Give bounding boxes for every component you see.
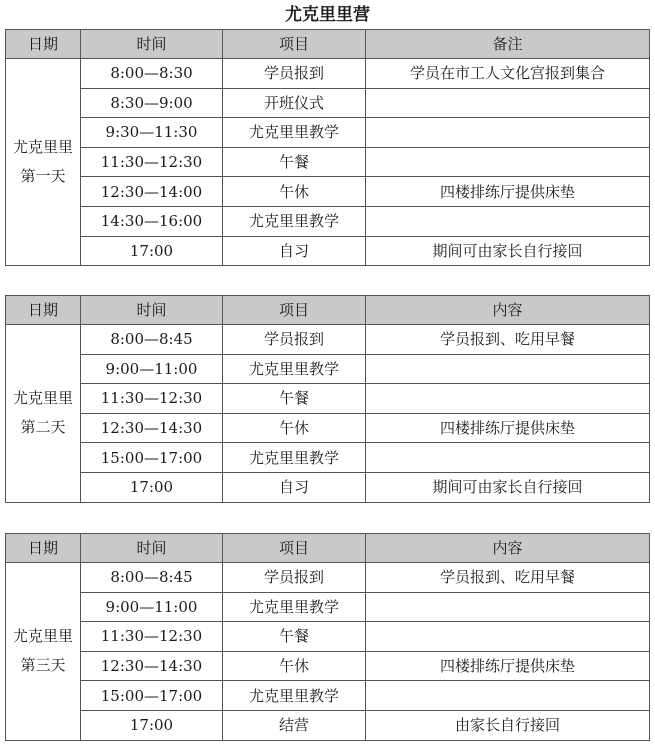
header-time: 时间 xyxy=(81,296,223,325)
note-cell xyxy=(366,354,650,384)
item-cell: 结营 xyxy=(223,710,366,740)
header-item: 项目 xyxy=(223,534,366,563)
item-cell: 学员报到 xyxy=(223,59,366,89)
time-cell: 8:00—8:45 xyxy=(81,563,223,593)
time-cell: 8:30—9:00 xyxy=(81,88,223,118)
note-cell xyxy=(366,681,650,711)
time-cell: 15:00—17:00 xyxy=(81,681,223,711)
table-row xyxy=(6,384,650,414)
day-label: 尤克里里第二天 xyxy=(6,325,81,503)
table-header-row xyxy=(6,296,650,325)
table-row xyxy=(6,118,650,148)
note-cell xyxy=(366,443,650,473)
time-cell: 9:30—11:30 xyxy=(81,118,223,148)
table-row xyxy=(6,413,650,443)
table-row xyxy=(6,622,650,652)
item-cell: 学员报到 xyxy=(223,563,366,593)
item-cell: 自习 xyxy=(223,236,366,266)
table-row xyxy=(6,443,650,473)
item-cell: 尤克里里教学 xyxy=(223,592,366,622)
header-date: 日期 xyxy=(6,30,81,59)
page-title: 尤克里里营 xyxy=(285,5,370,25)
note-cell: 四楼排练厅提供床垫 xyxy=(366,651,650,681)
time-cell: 9:00—11:00 xyxy=(81,354,223,384)
table-row xyxy=(6,59,650,89)
table-row xyxy=(6,563,650,593)
table-row xyxy=(6,592,650,622)
table-row xyxy=(6,651,650,681)
note-cell xyxy=(366,384,650,414)
table-row xyxy=(6,710,650,740)
header-date: 日期 xyxy=(6,296,81,325)
time-cell: 15:00—17:00 xyxy=(81,443,223,473)
schedule-table-day-3 xyxy=(5,533,650,741)
day-label: 尤克里里第三天 xyxy=(6,563,81,741)
item-cell: 午餐 xyxy=(223,384,366,414)
item-cell: 午休 xyxy=(223,413,366,443)
time-cell: 9:00—11:00 xyxy=(81,592,223,622)
item-cell: 尤克里里教学 xyxy=(223,206,366,236)
item-cell: 午休 xyxy=(223,651,366,681)
table-row xyxy=(6,147,650,177)
note-cell xyxy=(366,592,650,622)
time-cell: 17:00 xyxy=(81,236,223,266)
note-cell xyxy=(366,118,650,148)
day-label: 尤克里里第一天 xyxy=(6,59,81,266)
item-cell: 尤克里里教学 xyxy=(223,118,366,148)
table-row xyxy=(6,206,650,236)
item-cell: 开班仪式 xyxy=(223,88,366,118)
note-cell: 学员在市工人文化宫报到集合 xyxy=(366,59,650,89)
note-cell: 期间可由家长自行接回 xyxy=(366,236,650,266)
note-cell: 学员报到、吃用早餐 xyxy=(366,325,650,355)
note-cell xyxy=(366,147,650,177)
table-row xyxy=(6,325,650,355)
header-content: 内容 xyxy=(366,534,650,563)
item-cell: 午餐 xyxy=(223,147,366,177)
time-cell: 14:30—16:00 xyxy=(81,206,223,236)
time-cell: 8:00—8:30 xyxy=(81,59,223,89)
header-item: 项目 xyxy=(223,296,366,325)
note-cell: 四楼排练厅提供床垫 xyxy=(366,177,650,207)
time-cell: 12:30—14:30 xyxy=(81,413,223,443)
item-cell: 午休 xyxy=(223,177,366,207)
item-cell: 尤克里里教学 xyxy=(223,681,366,711)
table-row xyxy=(6,472,650,502)
header-time: 时间 xyxy=(81,30,223,59)
time-cell: 12:30—14:30 xyxy=(81,651,223,681)
table-header-row xyxy=(6,30,650,59)
item-cell: 尤克里里教学 xyxy=(223,354,366,384)
item-cell: 午餐 xyxy=(223,622,366,652)
time-cell: 17:00 xyxy=(81,472,223,502)
note-cell xyxy=(366,206,650,236)
table-row xyxy=(6,354,650,384)
item-cell: 自习 xyxy=(223,472,366,502)
header-date: 日期 xyxy=(6,534,81,563)
time-cell: 12:30—14:00 xyxy=(81,177,223,207)
item-cell: 学员报到 xyxy=(223,325,366,355)
time-cell: 8:00—8:45 xyxy=(81,325,223,355)
note-cell xyxy=(366,622,650,652)
time-cell: 17:00 xyxy=(81,710,223,740)
note-cell: 由家长自行接回 xyxy=(366,710,650,740)
note-cell: 四楼排练厅提供床垫 xyxy=(366,413,650,443)
header-content: 内容 xyxy=(366,296,650,325)
item-cell: 尤克里里教学 xyxy=(223,443,366,473)
note-cell: 学员报到、吃用早餐 xyxy=(366,563,650,593)
schedule-table-day-2 xyxy=(5,295,650,503)
schedule-table-day-1 xyxy=(5,29,650,266)
note-cell: 期间可由家长自行接回 xyxy=(366,472,650,502)
table-row xyxy=(6,88,650,118)
header-time: 时间 xyxy=(81,534,223,563)
time-cell: 11:30—12:30 xyxy=(81,147,223,177)
table-row xyxy=(6,177,650,207)
table-row xyxy=(6,681,650,711)
note-cell xyxy=(366,88,650,118)
header-item: 项目 xyxy=(223,30,366,59)
time-cell: 11:30—12:30 xyxy=(81,384,223,414)
time-cell: 11:30—12:30 xyxy=(81,622,223,652)
table-row xyxy=(6,236,650,266)
table-header-row xyxy=(6,534,650,563)
header-note: 备注 xyxy=(366,30,650,59)
